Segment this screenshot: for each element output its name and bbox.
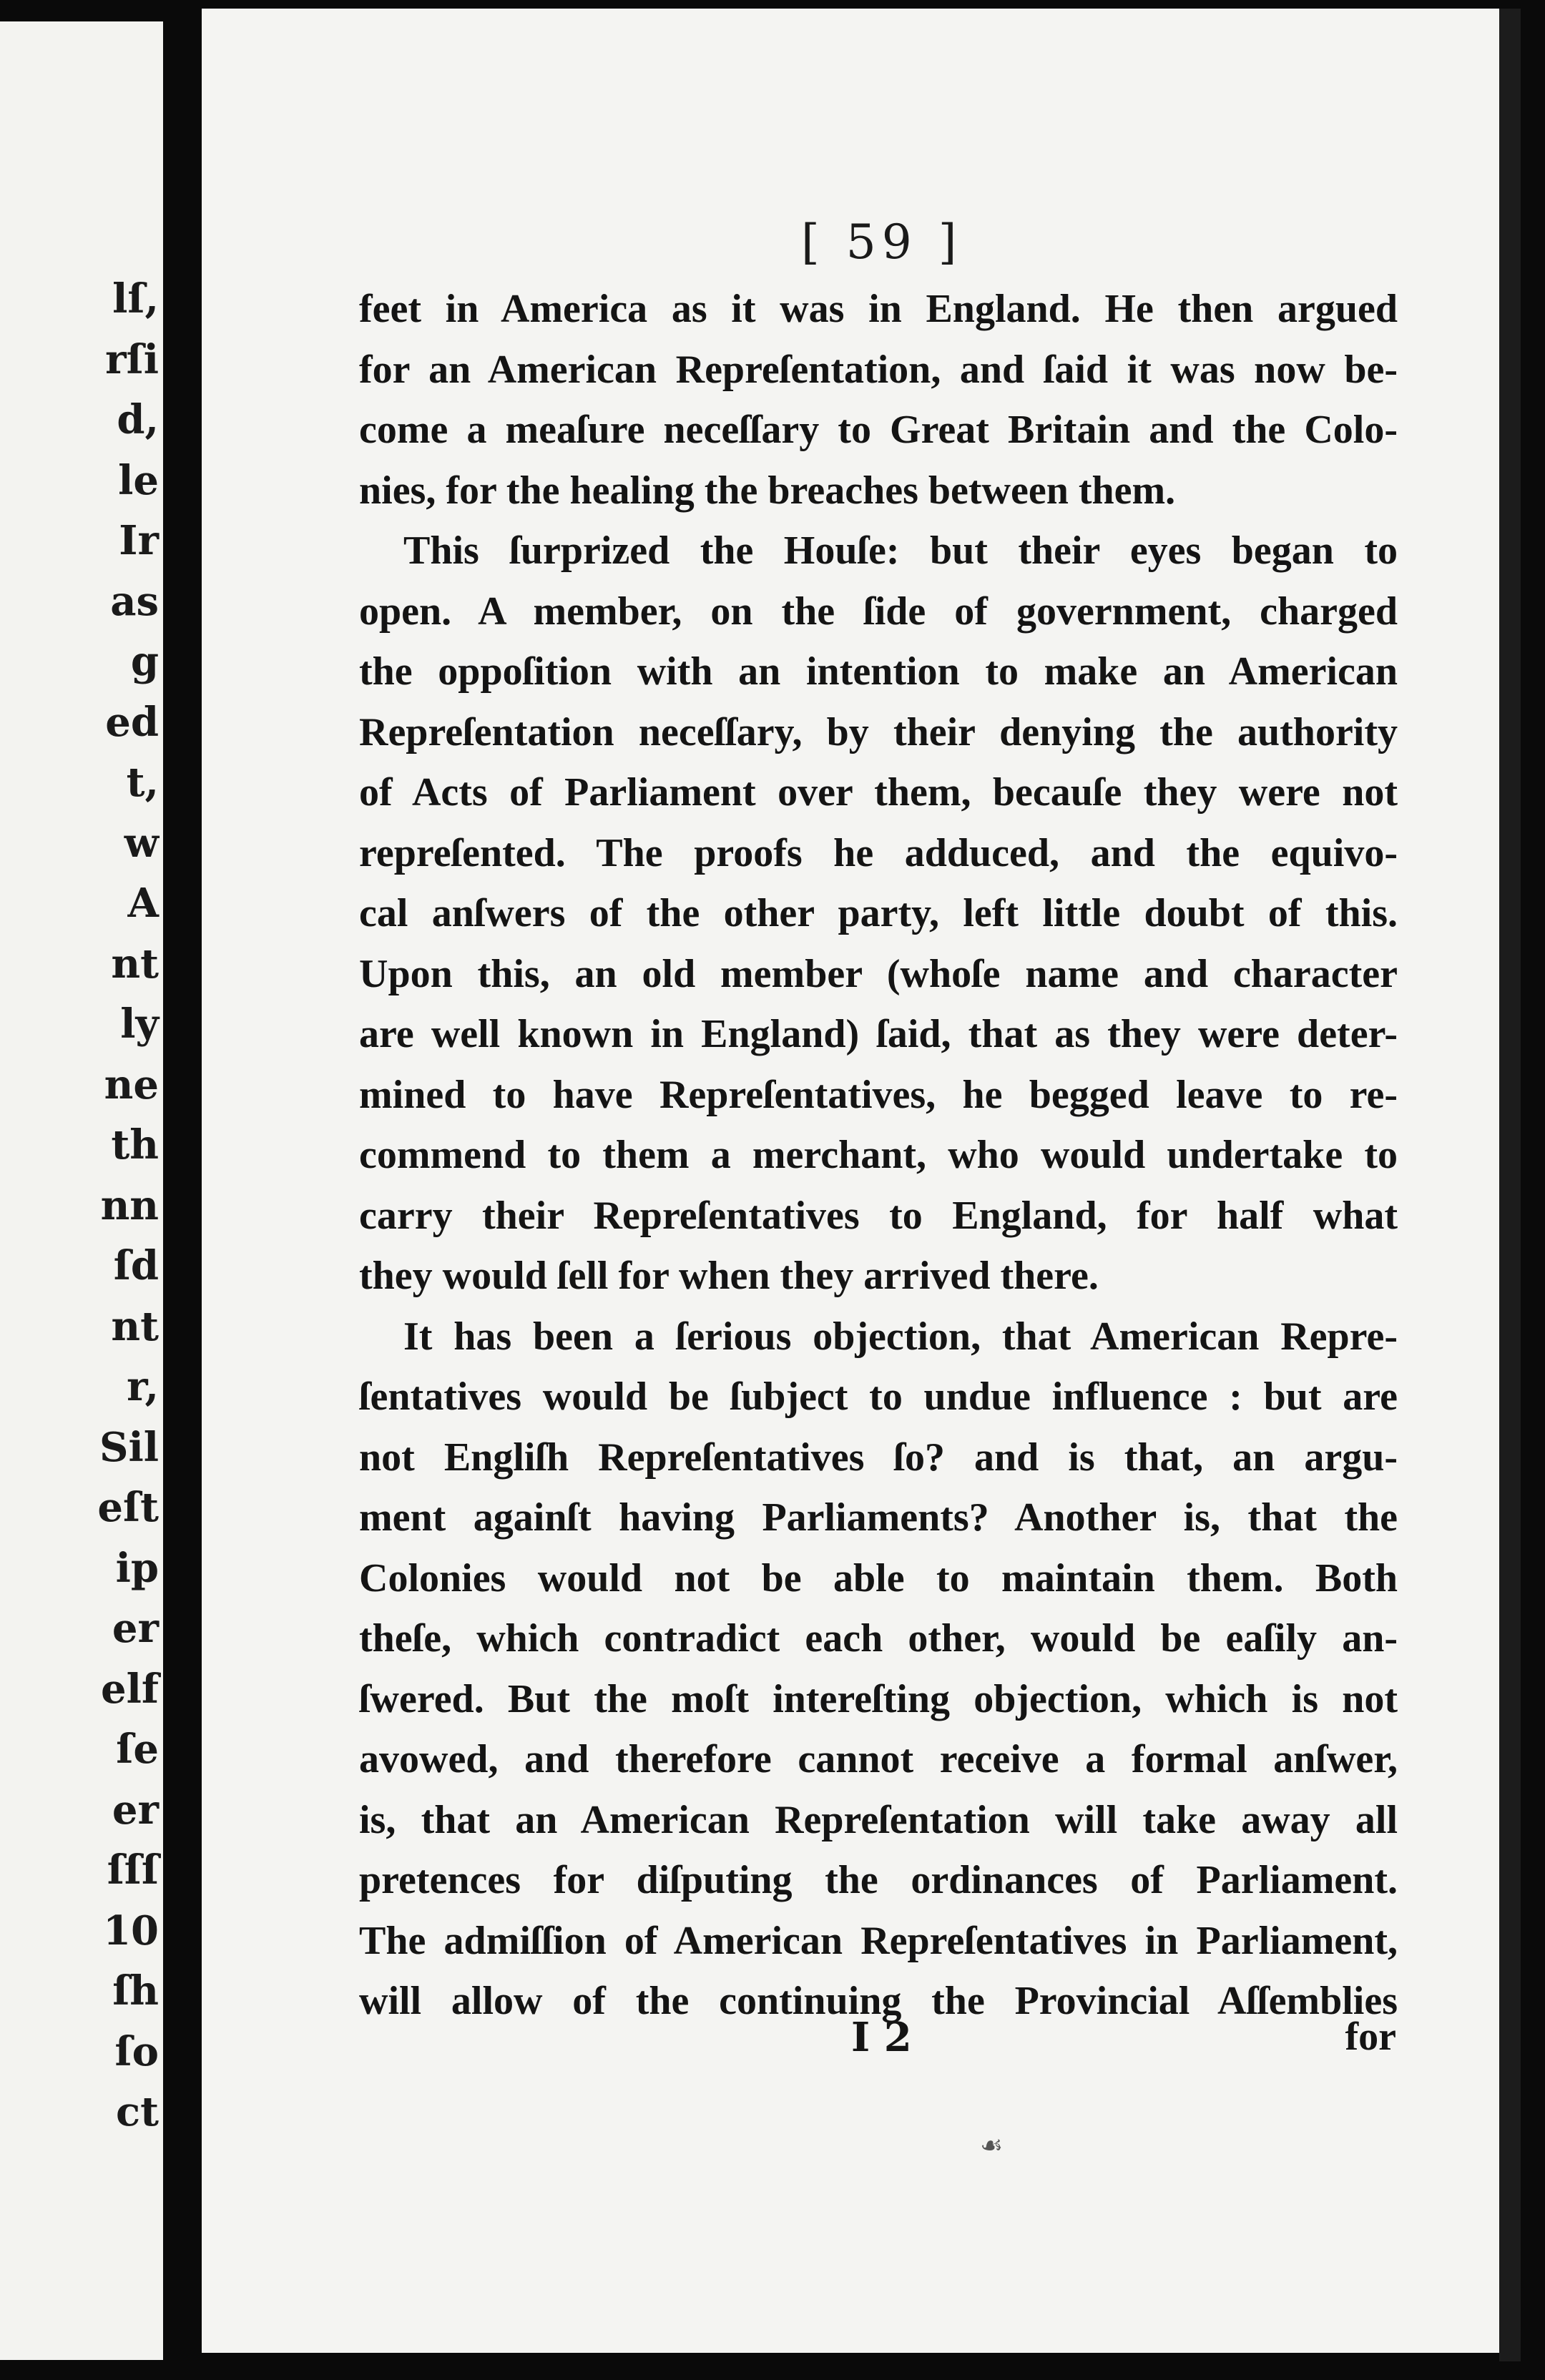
text-line: the oppoſition with an intention to make an American xyxy=(359,649,1398,694)
text-line: commend to them a merchant, who would undertake to xyxy=(359,1133,1398,1177)
text-line: The admiſſion of American Repreſentatives in Parliament, xyxy=(359,1918,1398,1963)
text-line: feet in America as it was in England. He then argued xyxy=(359,287,1398,331)
previous-page-fragment: nt xyxy=(111,940,159,988)
previous-page-fragment: le xyxy=(118,456,159,504)
text-line: carry their Repreſentatives to England, for half what xyxy=(359,1193,1398,1238)
previous-page-fragment: A xyxy=(127,880,159,927)
body-text xyxy=(359,279,1398,2032)
previous-page-fragment: er xyxy=(112,1786,159,1834)
text-line: cal anſwers of the other party, left little doubt of this. xyxy=(359,891,1398,935)
previous-page-fragment: w xyxy=(124,819,159,867)
previous-page-fragment: lſ, xyxy=(112,275,159,323)
previous-page-fragment: ſd xyxy=(113,1242,159,1289)
previous-page-fragment: elf xyxy=(101,1665,159,1713)
previous-page-fragment: Ir xyxy=(119,517,159,564)
previous-page-fragment: r, xyxy=(127,1363,159,1410)
text-line: nies, for the healing the breaches between them. xyxy=(359,468,1176,513)
text-line: not Engliſh Repreſentatives ſo? and is that, an argu- xyxy=(359,1435,1398,1480)
text-line: is, that an American Repreſentation will take away all xyxy=(359,1797,1398,1842)
previous-page-strip xyxy=(0,21,163,2360)
text-line: will allow of the continuing the Provincial Aſſemblies xyxy=(359,1979,1398,2023)
page-edge-shadow xyxy=(1499,9,1521,2361)
text-line: ment againſt having Parliaments? Another is, that the xyxy=(359,1495,1398,1540)
previous-page-fragment: ne xyxy=(104,1061,159,1108)
signature-mark: I 2 xyxy=(851,2014,912,2061)
text-line: theſe, which contradict each other, would be eaſily an- xyxy=(359,1616,1398,1661)
text-line: they would ſell for when they arrived there. xyxy=(359,1254,1099,1298)
text-line: avowed, and therefore cannot receive a formal anſwer, xyxy=(359,1737,1398,1781)
text-line: are well known in England) ſaid, that as they were deter- xyxy=(359,1012,1398,1056)
previous-page-fragment: as xyxy=(110,577,159,625)
text-line: ſwered. But the moſt intereſting objection, which is not xyxy=(359,1676,1398,1721)
previous-page-fragment: 10 xyxy=(103,1907,159,1954)
previous-page-fragment: ſo xyxy=(114,2027,159,2075)
previous-page-fragment: g xyxy=(130,638,159,685)
text-line: of Acts of Parliament over them, becauſe they were not xyxy=(359,770,1398,815)
text-line: for an American Repreſentation, and ſaid it was now be- xyxy=(359,347,1398,392)
previous-page-fragment: ſh xyxy=(112,1967,159,2015)
text-line: Colonies would not be able to maintain them. Both xyxy=(359,1555,1398,1600)
previous-page-fragment: t, xyxy=(126,759,159,806)
previous-page-fragment: th xyxy=(111,1121,159,1169)
previous-page-fragment: Sil xyxy=(99,1423,159,1471)
previous-page-fragment: rſi xyxy=(105,335,159,383)
previous-page-fragment: er xyxy=(112,1605,159,1652)
text-line: This ſurprized the Houſe: but their eyes began to xyxy=(403,528,1398,573)
catchword: for xyxy=(1345,2015,1396,2059)
text-line: open. A member, on the ſide of government, charged xyxy=(359,589,1398,634)
previous-page-fragment: ed xyxy=(105,698,159,746)
text-line: come a meaſure neceſſary to Great Britain and the Colo- xyxy=(359,408,1398,452)
previous-page-fragment: eſt xyxy=(97,1484,159,1531)
previous-page-fragment: d, xyxy=(117,396,159,443)
text-line: mined to have Repreſentatives, he begged leave to re- xyxy=(359,1072,1398,1117)
previous-page-fragment: ip xyxy=(115,1544,159,1592)
text-line: It has been a ſerious objection, that American Repre- xyxy=(403,1314,1398,1359)
text-line: ſentatives would be ſubject to undue influence : but are xyxy=(359,1375,1398,1419)
page-number: [ 59 ] xyxy=(801,215,963,270)
ink-mark-icon: ☙ xyxy=(980,2131,1004,2160)
previous-page-fragment: nn xyxy=(100,1181,159,1229)
text-line: Repreſentation neceſſary, by their denying the authority xyxy=(359,709,1398,754)
previous-page-fragment: nt xyxy=(111,1302,159,1350)
previous-page-fragment: ſſſ xyxy=(107,1847,159,1894)
text-line: Upon this, an old member (whoſe name and character xyxy=(359,951,1398,996)
text-line: pretences for diſputing the ordinances of Parliament. xyxy=(359,1858,1398,1902)
previous-page-fragment: ſe xyxy=(116,1726,159,1773)
previous-page-fragment: ly xyxy=(120,1000,159,1048)
text-line: repreſented. The proofs he adduced, and the equivo- xyxy=(359,830,1398,875)
previous-page-fragment: ct xyxy=(116,2088,159,2135)
